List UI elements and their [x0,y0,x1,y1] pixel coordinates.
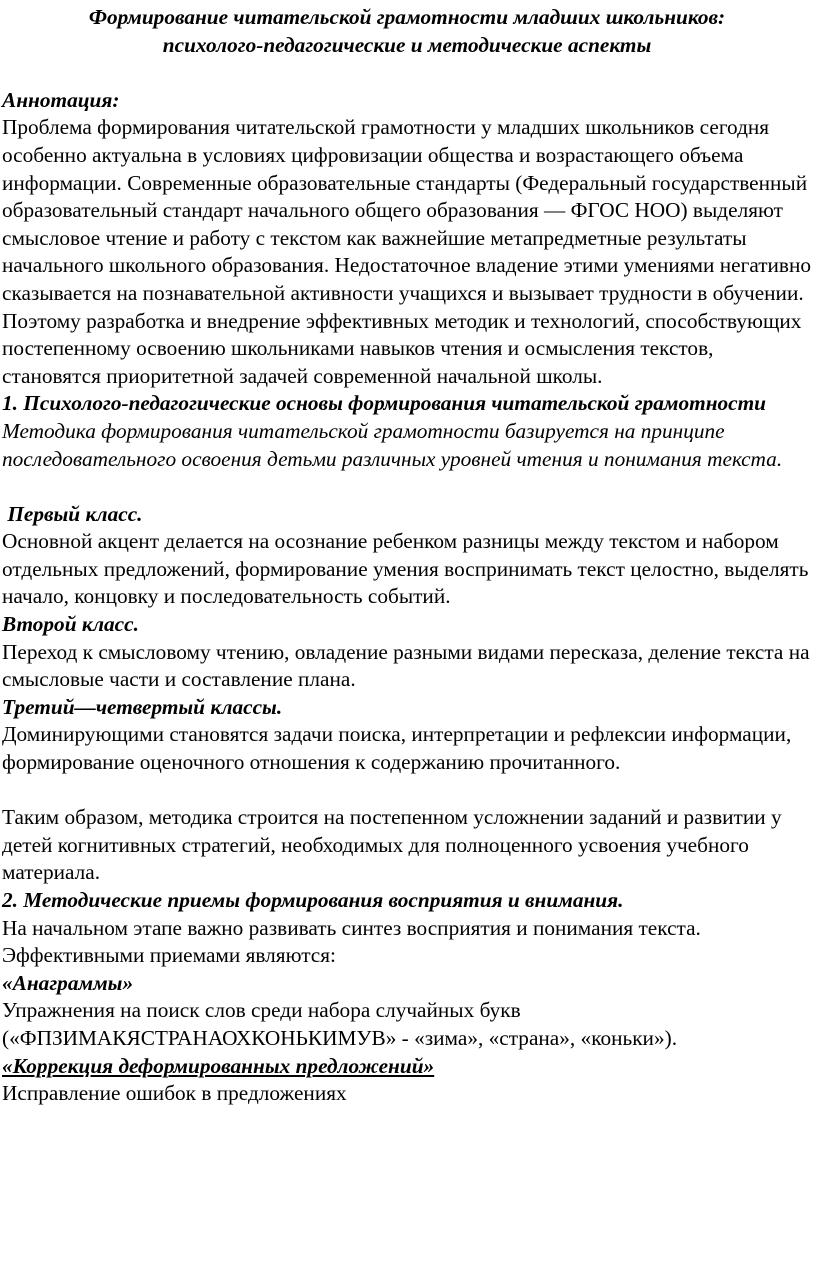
grade-1-heading: Первый класс. [2,501,143,526]
document-title-line-1: Формирование читательской грамотности младших школьников: [88,5,726,29]
grade-1-text: Основной акцент делается на осознание ребенком разницы между текстом и набором отдельных предложений, формирование умения воспринимать текст целостно, выделять начало, концовку и последовательность событий. [2,529,809,609]
annotation-heading: Аннотация: [2,87,120,112]
section-2-intro: На начальном этапе важно развивать синтез восприятия и понимания текста. Эффективными приемами являются: [2,915,701,968]
grade-3-4-heading: Третий—четвертый классы. [2,694,283,719]
document-title-line-2: психолого-педагогические и методические аспекты [162,32,652,57]
blank-line [2,59,812,87]
section-1-heading: 1. Психолого-педагогические основы формирования читательской грамотности [2,391,767,416]
section-2-heading: 2. Методические приемы формирования восприятия и внимания. [2,888,624,912]
grade-3-4-text: Доминирующими становятся задачи поиска, интерпретации и рефлексии информации, формирование оценочного отношения к содержанию прочитанного. [2,722,792,775]
annotation-text: Проблема формирования читательской грамотности у младших школьников сегодня особенно актуальна в условиях цифровизации общества и возрастающего объема информации. Современные образовательные стандарты (Федеральный государственный образовательный стандарт начального общего образования — ФГОС НОО) выделяют смысловое чтение и работу с текстом как важнейшие метапредметные результаты начального школьного образования. Недостаточное владение этими умениями негативно сказывается на познавательной активности учащихся и вызывает трудности в обучении. Поэтому разработка и внедрение эффективных методик и технологий, способствующих постепенному освоению школьниками навыков чтения и осмысления текстов, становятся приоритетной задачей современной начальной школы. [2,115,812,388]
grade-2-heading: Второй класс. [2,612,139,637]
method-2-text: Исправление ошибок в предложениях [2,1081,347,1106]
method-1-text: Упражнения на поиск слов среди набора случайных букв («ФПЗИМАКЯСТРАНАОХКОНЬКИМУВ» - «зима», «страна», «коньки»). [2,998,678,1050]
method-2-heading: «Коррекция деформированных предложений» [2,1053,435,1078]
grade-2-text: Переход к смысловому чтению, овладение разными видами пересказа, деление текста на смысловые части и составление плана. [2,639,810,692]
blank-line [2,777,812,805]
conclusion-text: Таким образом, методика строится на постепенном усложнении заданий и развитии у детей когнитивных стратегий, необходимых для полноценного усвоения учебного материала. [2,805,782,885]
section-1-intro: Методика формирования читательской грамотности базируется на принципе последовательного освоения детьми различных уровней чтения и понимания текста. [2,418,783,471]
blank-line [2,473,812,501]
method-1-heading: «Анаграммы» [2,970,134,995]
